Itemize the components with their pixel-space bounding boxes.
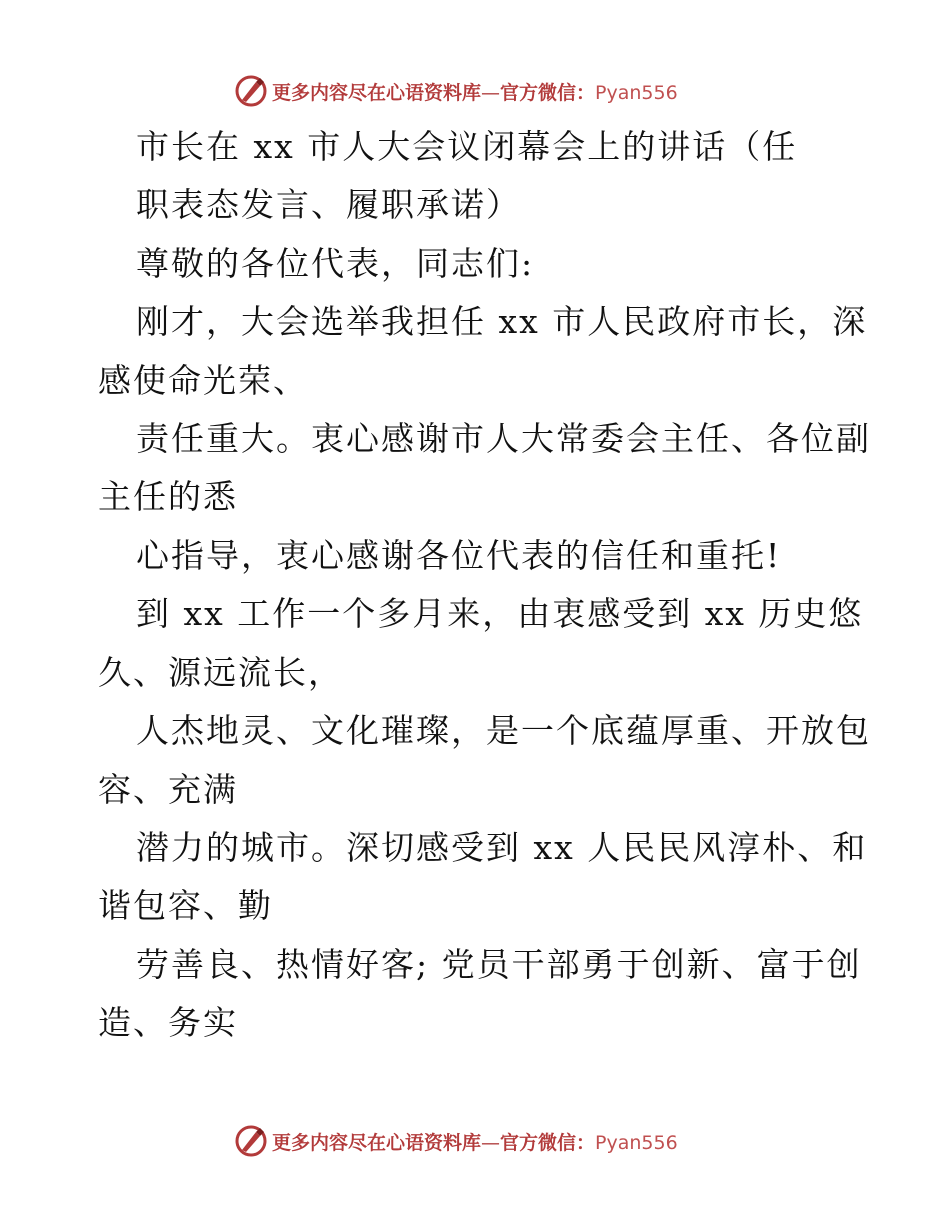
watermark-text: 更多内容尽在心语资料库—官方微信：Pyan556 [272,81,678,104]
text-line: 容、充满 [98,770,238,809]
text-line: 尊敬的各位代表，同志们: [136,244,535,283]
text-line: 潜力的城市。深切感受到 xx 人民民风淳朴、和 [136,828,868,867]
text-line: 刚才，大会选举我担任 xx 市人民政府市长，深 [136,302,868,341]
watermark-banner-bottom [234,1121,714,1161]
text-line: 感使命光荣、 [98,361,308,400]
text-line: 责任重大。衷心感谢市人大常委会主任、各位副 [136,419,871,458]
text-line: 造、务实 [98,1003,238,1042]
pen-logo-icon [234,1124,268,1158]
watermark-banner-top [234,71,714,111]
text-line: 久、源远流长， [98,653,343,692]
watermark-text: 更多内容尽在心语资料库—官方微信：Pyan556 [272,1131,678,1154]
pen-logo-icon [234,74,268,108]
text-line: 到 xx 工作一个多月来，由衷感受到 xx 历史悠 [136,594,864,633]
text-line: 心指导，衷心感谢各位代表的信任和重托! [136,536,782,575]
text-line: 主任的悉 [98,477,238,516]
text-line: 劳善良、热情好客; 党员干部勇于创新、富于创 [136,945,862,984]
text-line: 谐包容、勤 [98,886,273,925]
text-line: 市长在 xx 市人大会议闭幕会上的讲话（任 [136,127,798,166]
text-line: 职表态发言、履职承诺） [136,185,521,224]
text-line: 人杰地灵、文化璀璨，是一个底蕴厚重、开放包 [136,711,871,750]
